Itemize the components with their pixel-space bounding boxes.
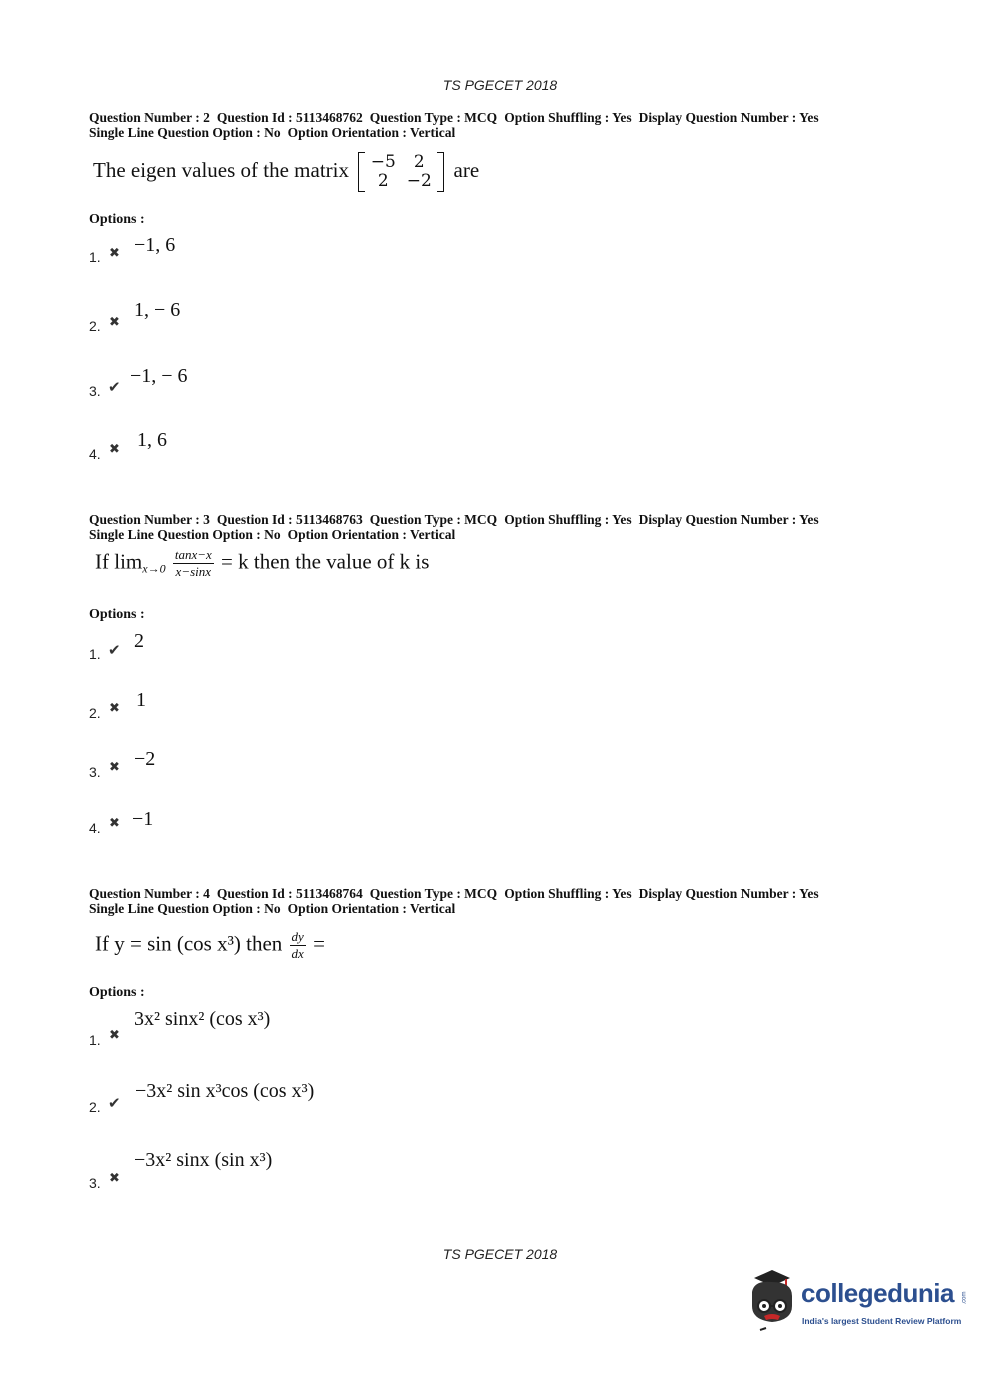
- meta-line-1: Question Number : 3 Question Id : 5113468763 Question Type : MCQ Option Shuffling : Yes Display Question Number : Yes: [89, 512, 819, 527]
- wrong-mark-icon: ✖: [109, 1171, 120, 1186]
- question-3-meta: [89, 512, 909, 542]
- logo-tagline: India's largest Student Review Platform: [802, 1316, 962, 1326]
- question-4-text: If y = sin (cos x³) then $\frac{dy}{dx}$ =: [95, 929, 325, 961]
- wrong-mark-icon: ✖: [109, 1028, 120, 1043]
- collegedunia-logo: [742, 1268, 972, 1338]
- meta-line-1: Question Number : 2 Question Id : 5113468762 Question Type : MCQ Option Shuffling : Yes Display Question Number : Yes: [89, 110, 819, 125]
- wrong-mark-icon: ✖: [109, 246, 120, 261]
- options-label: Options :: [89, 607, 145, 622]
- wrong-mark-icon: ✖: [109, 315, 120, 330]
- mascot-icon: [742, 1268, 802, 1338]
- fraction: $\frac{dy}{dx}$: [291, 929, 304, 961]
- logo-name: collegedunia: [801, 1278, 954, 1308]
- matrix: −5 2 2 −2: [358, 152, 444, 192]
- wrong-mark-icon: ✖: [109, 442, 120, 457]
- meta-line-1: Question Number : 4 Question Id : 5113468764 Question Type : MCQ Option Shuffling : Yes Display Question Number : Yes: [89, 886, 819, 901]
- check-mark-icon: ✔: [108, 641, 121, 659]
- page-header: TS PGECET 2018: [442, 77, 558, 93]
- question-2-meta: [89, 110, 909, 140]
- fraction: $\frac{\tan x-x}{x-\sin x}$: [174, 547, 212, 579]
- options-label: Options :: [89, 985, 145, 1000]
- question-3-text: If $\lim_{x\to 0}$ $\frac{\tan x-x}{x-\sin x}$ = k then the value of k is: [95, 547, 430, 579]
- logo-suffix: .com: [961, 1291, 968, 1305]
- meta-line-2: Single Line Question Option : No Option Orientation : Vertical: [89, 901, 456, 916]
- wrong-mark-icon: ✖: [109, 816, 120, 831]
- wrong-mark-icon: ✖: [109, 760, 120, 775]
- wrong-mark-icon: ✖: [109, 701, 120, 716]
- question-2-text: The eigen values of the matrix −5 2 2 −2 are: [93, 152, 480, 191]
- check-mark-icon: ✔: [108, 378, 121, 396]
- meta-line-2: Single Line Question Option : No Option Orientation : Vertical: [89, 527, 456, 542]
- page-footer: TS PGECET 2018: [442, 1246, 558, 1262]
- options-label: Options :: [89, 212, 145, 227]
- question-4-meta: [89, 886, 909, 916]
- check-mark-icon: ✔: [108, 1094, 121, 1112]
- meta-line-2: Single Line Question Option : No Option Orientation : Vertical: [89, 125, 456, 140]
